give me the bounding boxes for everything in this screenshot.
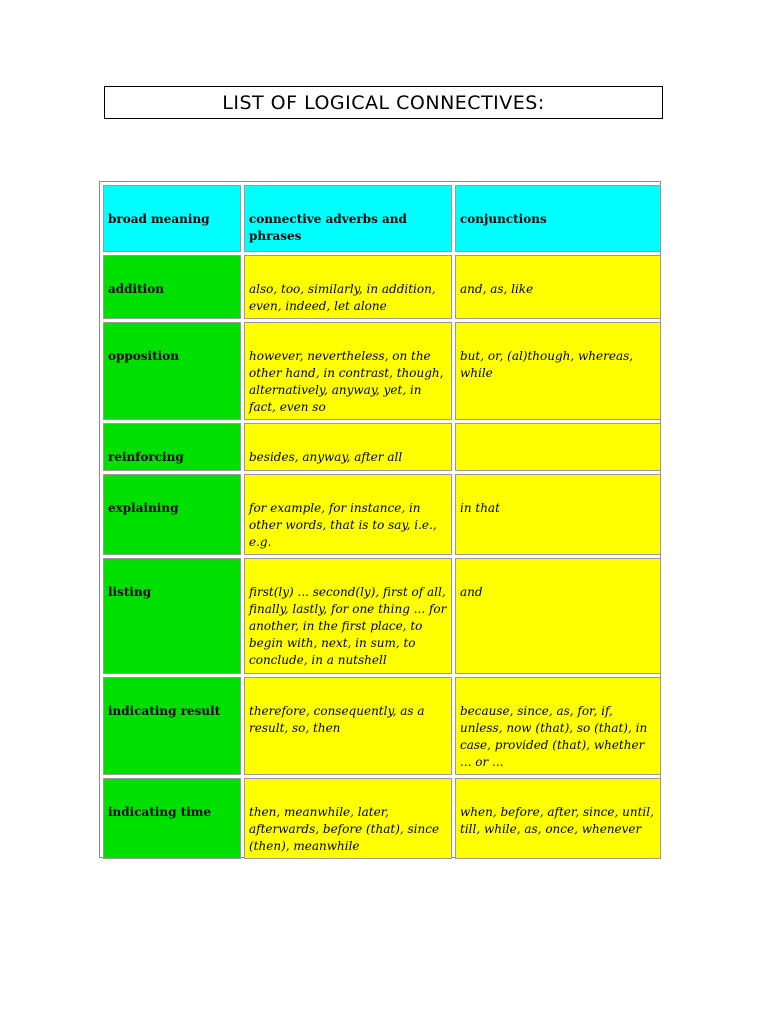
adverbs-cell: also, too, similarly, in addition, even, indeed, let alone [244, 255, 452, 319]
meaning-cell: indicating time [103, 778, 241, 859]
table-row [103, 778, 661, 859]
table-row [103, 255, 661, 319]
table-row [103, 677, 661, 775]
conjunctions-cell: in that [455, 474, 661, 555]
table-row [103, 558, 661, 674]
meaning-cell: indicating result [103, 677, 241, 775]
adverbs-cell: for example, for instance, in other words, that is to say, i.e., e.g. [244, 474, 452, 555]
header-connective-adverbs: connective adverbs and phrases [244, 185, 452, 252]
adverbs-cell: however, nevertheless, on the other hand, in contrast, though, alternatively, anyway, yet, in fact, even so [244, 322, 452, 420]
conjunctions-cell: and, as, like [455, 255, 661, 319]
meaning-cell: reinforcing [103, 423, 241, 471]
page-title: LIST OF LOGICAL CONNECTIVES: [104, 86, 663, 119]
table-row [103, 423, 661, 471]
header-broad-meaning: broad meaning [103, 185, 241, 252]
table-row [103, 474, 661, 555]
table-row [103, 322, 661, 420]
conjunctions-cell: and [455, 558, 661, 674]
meaning-cell: opposition [103, 322, 241, 420]
table-header-row [103, 185, 661, 252]
adverbs-cell: first(ly) ... second(ly), first of all, finally, lastly, for one thing ... for another, in the first place, to begin with, next, in sum, to conclude, in a nutshell [244, 558, 452, 674]
adverbs-cell: then, meanwhile, later, afterwards, before (that), since (then), meanwhile [244, 778, 452, 859]
meaning-cell: explaining [103, 474, 241, 555]
connectives-grid [100, 182, 664, 862]
conjunctions-cell: when, before, after, since, until, till, while, as, once, whenever [455, 778, 661, 859]
adverbs-cell: therefore, consequently, as a result, so, then [244, 677, 452, 775]
connectives-table [99, 181, 661, 858]
meaning-cell: addition [103, 255, 241, 319]
conjunctions-cell: but, or, (al)though, whereas, while [455, 322, 661, 420]
conjunctions-cell [455, 423, 661, 471]
adverbs-cell: besides, anyway, after all [244, 423, 452, 471]
conjunctions-cell: because, since, as, for, if, unless, now (that), so (that), in case, provided (that), whether ... or ... [455, 677, 661, 775]
header-conjunctions: conjunctions [455, 185, 661, 252]
meaning-cell: listing [103, 558, 241, 674]
